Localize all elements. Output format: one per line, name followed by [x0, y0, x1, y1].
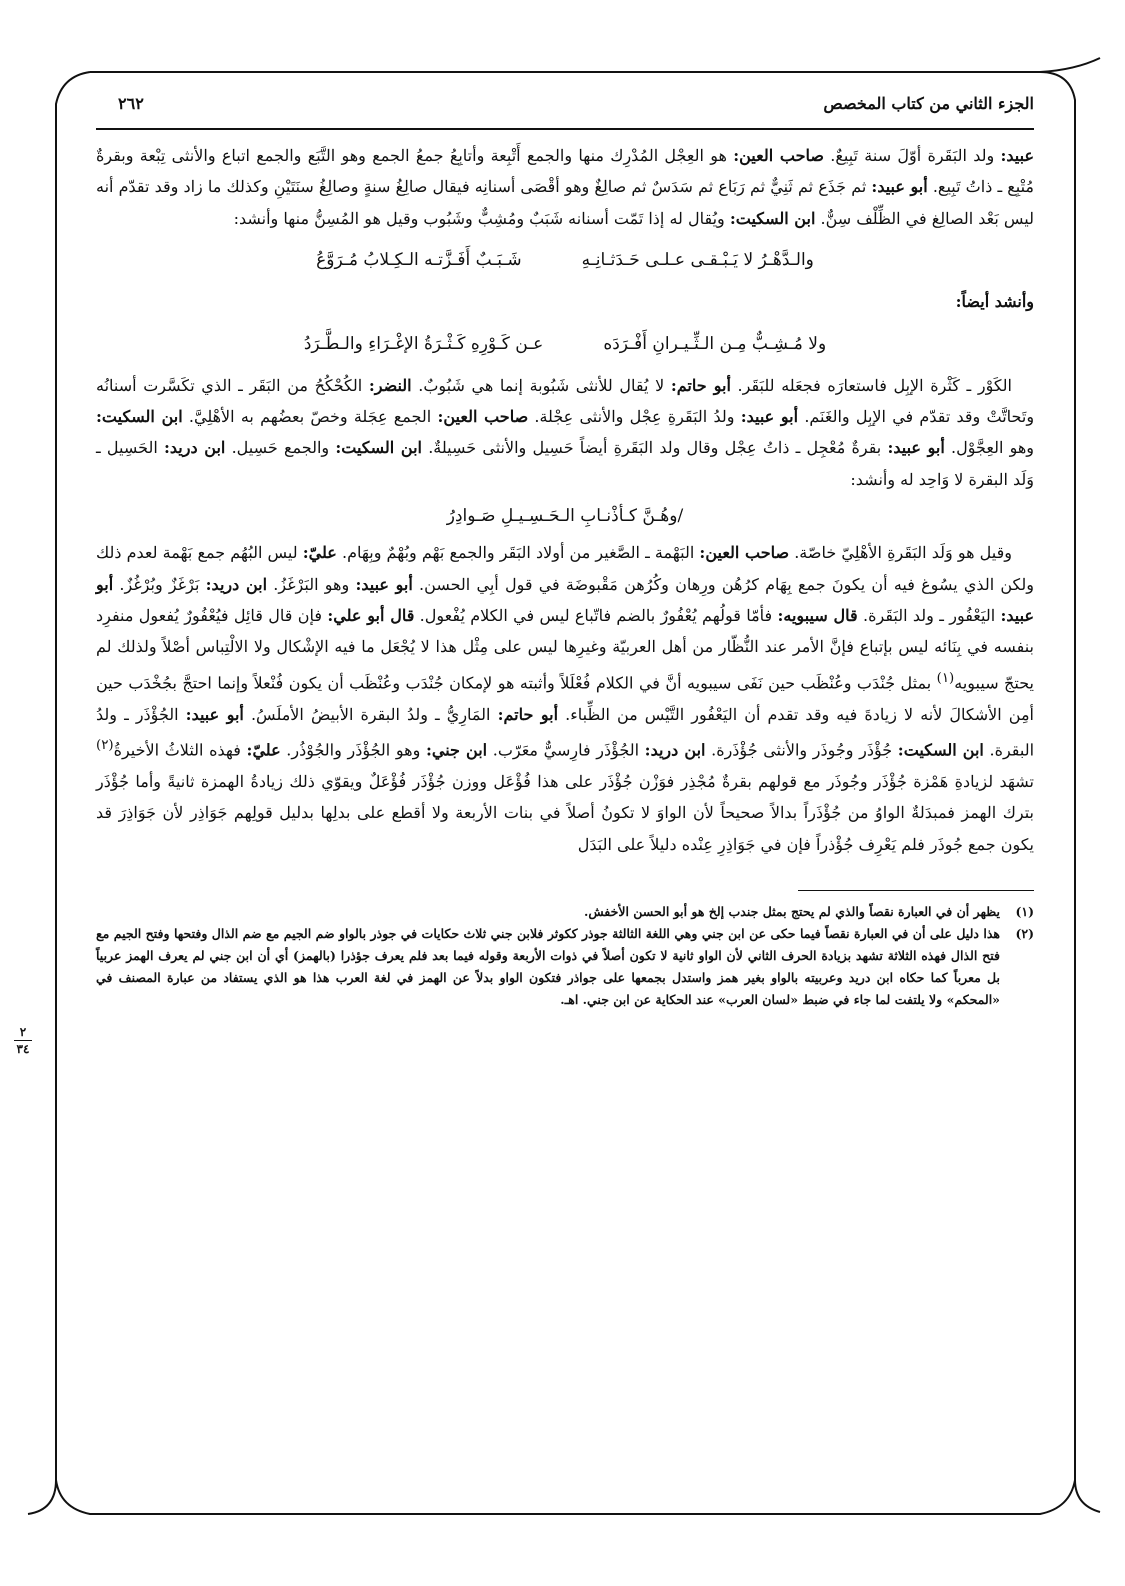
- speaker: قال أبو علي:: [327, 606, 415, 626]
- header-rule: [96, 128, 1034, 130]
- footnote-1: [96, 901, 1034, 923]
- verse-intro: وأنشد أيضاً:: [955, 292, 1034, 312]
- footnote-2: [96, 923, 1034, 1011]
- text-run: وقيل هو وَلَد البَقَرةِ الأهْلِيّ خاصّة.: [789, 543, 1012, 563]
- main-text: [96, 140, 1034, 860]
- speaker: ابن السكيت:: [729, 208, 816, 228]
- speaker: أبو عبيد:: [355, 574, 413, 594]
- speaker: ابن دريد:: [205, 574, 268, 594]
- speaker: أبو عبيد:: [185, 704, 244, 724]
- text-run: الجمع عِجَلة وخصّ بعضُهم به الأهْلِيَّ.: [182, 407, 438, 427]
- speaker: عبيد:: [1000, 146, 1035, 165]
- footnote-text: هذا دليل على أن في العبارة نقصاً فيما حكى عن ابن جني وهي اللغة الثالثة جوذر ككوثر فلابن جني ثلاث حكايات في جوذر بالواو ضم الجيم مع ضم الذال وفتحها وفتح الجيم مع فتح الذال فهذه الثلاثة تشهد بزيادة الحرف الثاني لأن الواو ثانية لا تكون أصلاً في ذوات الأربعة وقوله فيما بعد فلم يعرف جؤذرا (بالهمز) أي أن ابن جني لم يعرف الهمز عربياً بل معرباً كما حكاه ابن دريد وعربيته بالواو بغير همز واستدل بجمعها على جواذر فتكون الواو بدلاً عن الهمز في لغة العرب هذا هو الذي يستفاد من عبارة المصنف في «المحكم» ولا يلتفت لما جاء في ضبط «لسان العرب» عند الحكاية عن ابن جني. اهـ.: [96, 925, 1000, 1007]
- speaker: ابن السكيت:: [897, 740, 984, 760]
- footnote-text: يظهر أن في العبارة نقصاً والذي لم يحتج بمثل جندب إلخ هو أبو الحسن الأخفش.: [583, 903, 1000, 919]
- text-run: الكَوْر ـ كَثْرة الإبِل فاستعارَه فجعَله للبَقَر.: [730, 375, 1013, 395]
- text-run: والجمع حَسِيل.: [225, 438, 336, 458]
- speaker: النضر:: [368, 375, 412, 395]
- footnote-rule: [798, 890, 1034, 891]
- speaker: قال سيبويه:: [777, 606, 858, 626]
- text-run: وهو الجُؤْذَر والجُوْذُر.: [280, 740, 426, 760]
- text-run: ولدُ البَقَرةِ عِجْل والأنثى عِجْلة.: [528, 407, 741, 427]
- footnote-ref-2[interactable]: (٢): [96, 738, 114, 754]
- text-run: الجُؤْذَر فارِسيٌّ معَرّب.: [487, 740, 645, 760]
- text-run: البَهْمة ـ الصَّغير من أولاد البَقَر والجمع بَهْم وبُهْمٌ وبِهَام.: [336, 543, 700, 563]
- text-run: بمثل جُنْدَب وعُنْظَب حين نَفَى سيبويه أنَّ في الكلام فُعْلَلاً وأثبته هو لإمكان جُنْدَب وعُنْظَب أن يكون فُنْعلاً وإنما احتجَّ بجُخْدَب حين أمِن الأشكالَ لأنه لا زيادةَ فيه وقد تقدم أن اليَعْفُور التَّيْس من الظِّباء.: [96, 673, 1035, 724]
- footnote-number: (٢): [1015, 925, 1034, 941]
- speaker: صاحب العين:: [699, 543, 790, 563]
- speaker: أبو عبيد:: [96, 574, 1034, 626]
- speaker: ابن دريد:: [163, 438, 226, 458]
- text-run: بَرْغَزٌ وبُرْغُزٌ.: [113, 574, 206, 594]
- verse-3: /وهُـنَّ كـأذْنـابِ الـحَـسِـيـلِ صَـوادِرُ: [446, 506, 684, 527]
- text-run: لا يُقال للأنثى شَبُوبة إنما هي شَبُوبٌ.: [411, 375, 671, 395]
- speaker: ابن دريد:: [644, 740, 706, 760]
- footnote-ref-1[interactable]: (١): [936, 670, 955, 686]
- text-run: فهذه الثلاثُ الأخيرةُ: [113, 740, 247, 760]
- verse-2-first-hemistich: ولا مُـشِـبٌّ مِـن الـثِّـيـرانِ أَفْـرَدَه: [603, 333, 827, 354]
- speaker: صاحب العين:: [437, 407, 529, 427]
- verse-2-second-hemistich: عـن كَـوْرِهِ كَـثْـرَةُ الإغْـرَاءِ والـطَّـرَدُ: [303, 333, 544, 354]
- text-run: هو العِجْل المُدْرِك منها والجمع أَتْبِعة وأتابِعُ جمعُ الجمع وهو التَّبَع والجمع اتباع والأنثى تِبْعة وبقرةٌ مُتْبِع ـ ذاتُ تَبِيع.: [96, 146, 1034, 197]
- paragraph-3: [96, 537, 1034, 860]
- running-title: الجزء الثاني من كتاب المخصص: [823, 94, 1034, 113]
- speaker: أبو عبيد:: [871, 177, 928, 197]
- text-run: الحَسِيل ـ وَلَد البقرة لا وَاحِد له وأنشد:: [96, 438, 1034, 489]
- paragraph-2: [96, 370, 1034, 496]
- text-run: جُؤْذَر وجُوذَر والأنثى جُؤْذَرة.: [705, 740, 898, 760]
- text-run: فإن قال قائِل فيُعْفُورٌ يُفعول منفرِد بنفسه في بِنَائه ليس بإتباع فإنَّ الأمر عند النُّظّار من أهل العربيّة وغيرِها ليس على مِثْل هذا لا يُجْعَل ما فيه الإشْكال ولا الالْتِباس أصْلاً ولذلك لم يحتجّ سيبويه: [96, 606, 1034, 693]
- margin-page-marker: [14, 1025, 32, 1056]
- speaker: عليّ:: [302, 543, 337, 563]
- verse-1-first-hemistich: والـدَّهْـرُ لا يَـبْـقـى عـلـى حَـدَثـانِـهِ: [581, 250, 814, 271]
- margin-marker-bottom: ٣٤: [16, 1042, 30, 1056]
- text-run: فأمّا قولُهم يُعْفُورٌ بالضم فاتّباع ليس في الكلام يُفْعول.: [414, 606, 778, 626]
- speaker: ابن السكيت:: [96, 407, 183, 427]
- text-run: ثم جَذَع ثم ثَنِيٌّ ثم رَبَاع ثم سَدَسٌ ثم صالِغٌ وهو أقْصَى أسنانِه فيقال صالِغُ سنةٍ وصالِغُ سنَتَيْنِ وكذلك ما زاد وقد تقدّم أنه ليس بَعْد الصالِغ في الظِّلْف سِنٌّ.: [96, 177, 1034, 228]
- speaker: ابن جني:: [425, 740, 488, 760]
- speaker: عليّ:: [246, 740, 281, 760]
- verse-1: [96, 244, 1034, 276]
- text-run: وهو البَرْغَزُ.: [267, 574, 356, 594]
- text-run: ويُقال له إذا تَمّت أسنانه شَبَبٌ ومُشِبٌّ وشَبُوب وقيل هو المُسِنُّ منها وأنشد:: [233, 208, 730, 228]
- speaker: ابن السكيت:: [335, 438, 422, 458]
- margin-marker-top: ٢: [19, 1025, 27, 1039]
- paragraph-1: [96, 140, 1034, 234]
- text-run: المَارِيُّ ـ ولدُ البقرة الأبيضُ الأملَسُ.: [243, 704, 498, 724]
- text-run: ليس البُهُم جمع بَهْمة لعدم ذلك ولكن الذي يسُوغ فيه أن يكونَ جمع بِهَام كرُهُن ورِهان وكُرُهن مَقْبوضَة في قول أبِي الحسن.: [96, 543, 1034, 594]
- page: [96, 84, 1034, 1011]
- text-run: وهو العِجَّوْل.: [944, 438, 1035, 458]
- footnote-number: (١): [1015, 903, 1034, 919]
- speaker: أبو عبيد:: [887, 438, 945, 458]
- text-run: الجُؤْذَر ـ ولدُ البقرة.: [96, 704, 1035, 760]
- verse-2: [96, 328, 1034, 360]
- page-number: ٢٦٢: [118, 94, 144, 113]
- footnotes: [96, 901, 1034, 1011]
- page-header: [96, 84, 1034, 128]
- speaker: أبو حاتم:: [497, 704, 559, 724]
- speaker: أبو عبيد:: [740, 407, 799, 427]
- text-run: الكُحْكُحُ من البَقَر ـ الذي تكَسَّرت أسنانُه وتَحاتَّتْ وقد تقدّم في الإبِل والغَنَم.: [96, 375, 1035, 427]
- text-run: بقرةٌ مُعْجِل ـ ذاتُ عِجْل وقال ولد البَقَرةِ أيضاً حَسِيل والأنثى حَسِيلةٌ.: [422, 438, 888, 458]
- margin-marker-bar: [14, 1040, 32, 1041]
- speaker: أبو حاتم:: [670, 375, 731, 395]
- text-run: تشهَد لزيادةِ هَمْزة جُؤْذَر وجُوذَر مع قولهم بقرةٌ مُجْذِر فوَزْن جُؤْذَر على هذا فُؤْعَل ووزن جُؤْذَر فُؤْعَلٌ ويقوّي ذلك زيادةُ الهمزة ثانيةً وأما جُؤْذَر بترك الهمز فمبدَلةٌ الواوُ من جُؤْذَراً بدالاً صحيحاً لأن الواوَ لا تكونُ أصلاً في بنات الأربعة ولا أقطع على بدلِها بدليل قولِهم جَوَاذِر لأن جَوَاذِرَ قد يكون جمع جُوذَر فلم يَعْرِف جُؤْذراً فإن في جَوَاذِرِ عِنْده دليلاً على البَدَل: [96, 771, 1034, 854]
- verse-1-second-hemistich: شَـبَـبٌ أَفَـزَّتـه الـكِـلابُ مُـرَوَّعُ: [316, 250, 522, 271]
- text-run: اليَعْفُور ـ ولد البَقَرة.: [857, 606, 1001, 626]
- speaker: صاحب العين:: [733, 146, 824, 165]
- text-run: ولد البَقَرة أوّلَ سنة تَبِيعٌ.: [824, 146, 1001, 165]
